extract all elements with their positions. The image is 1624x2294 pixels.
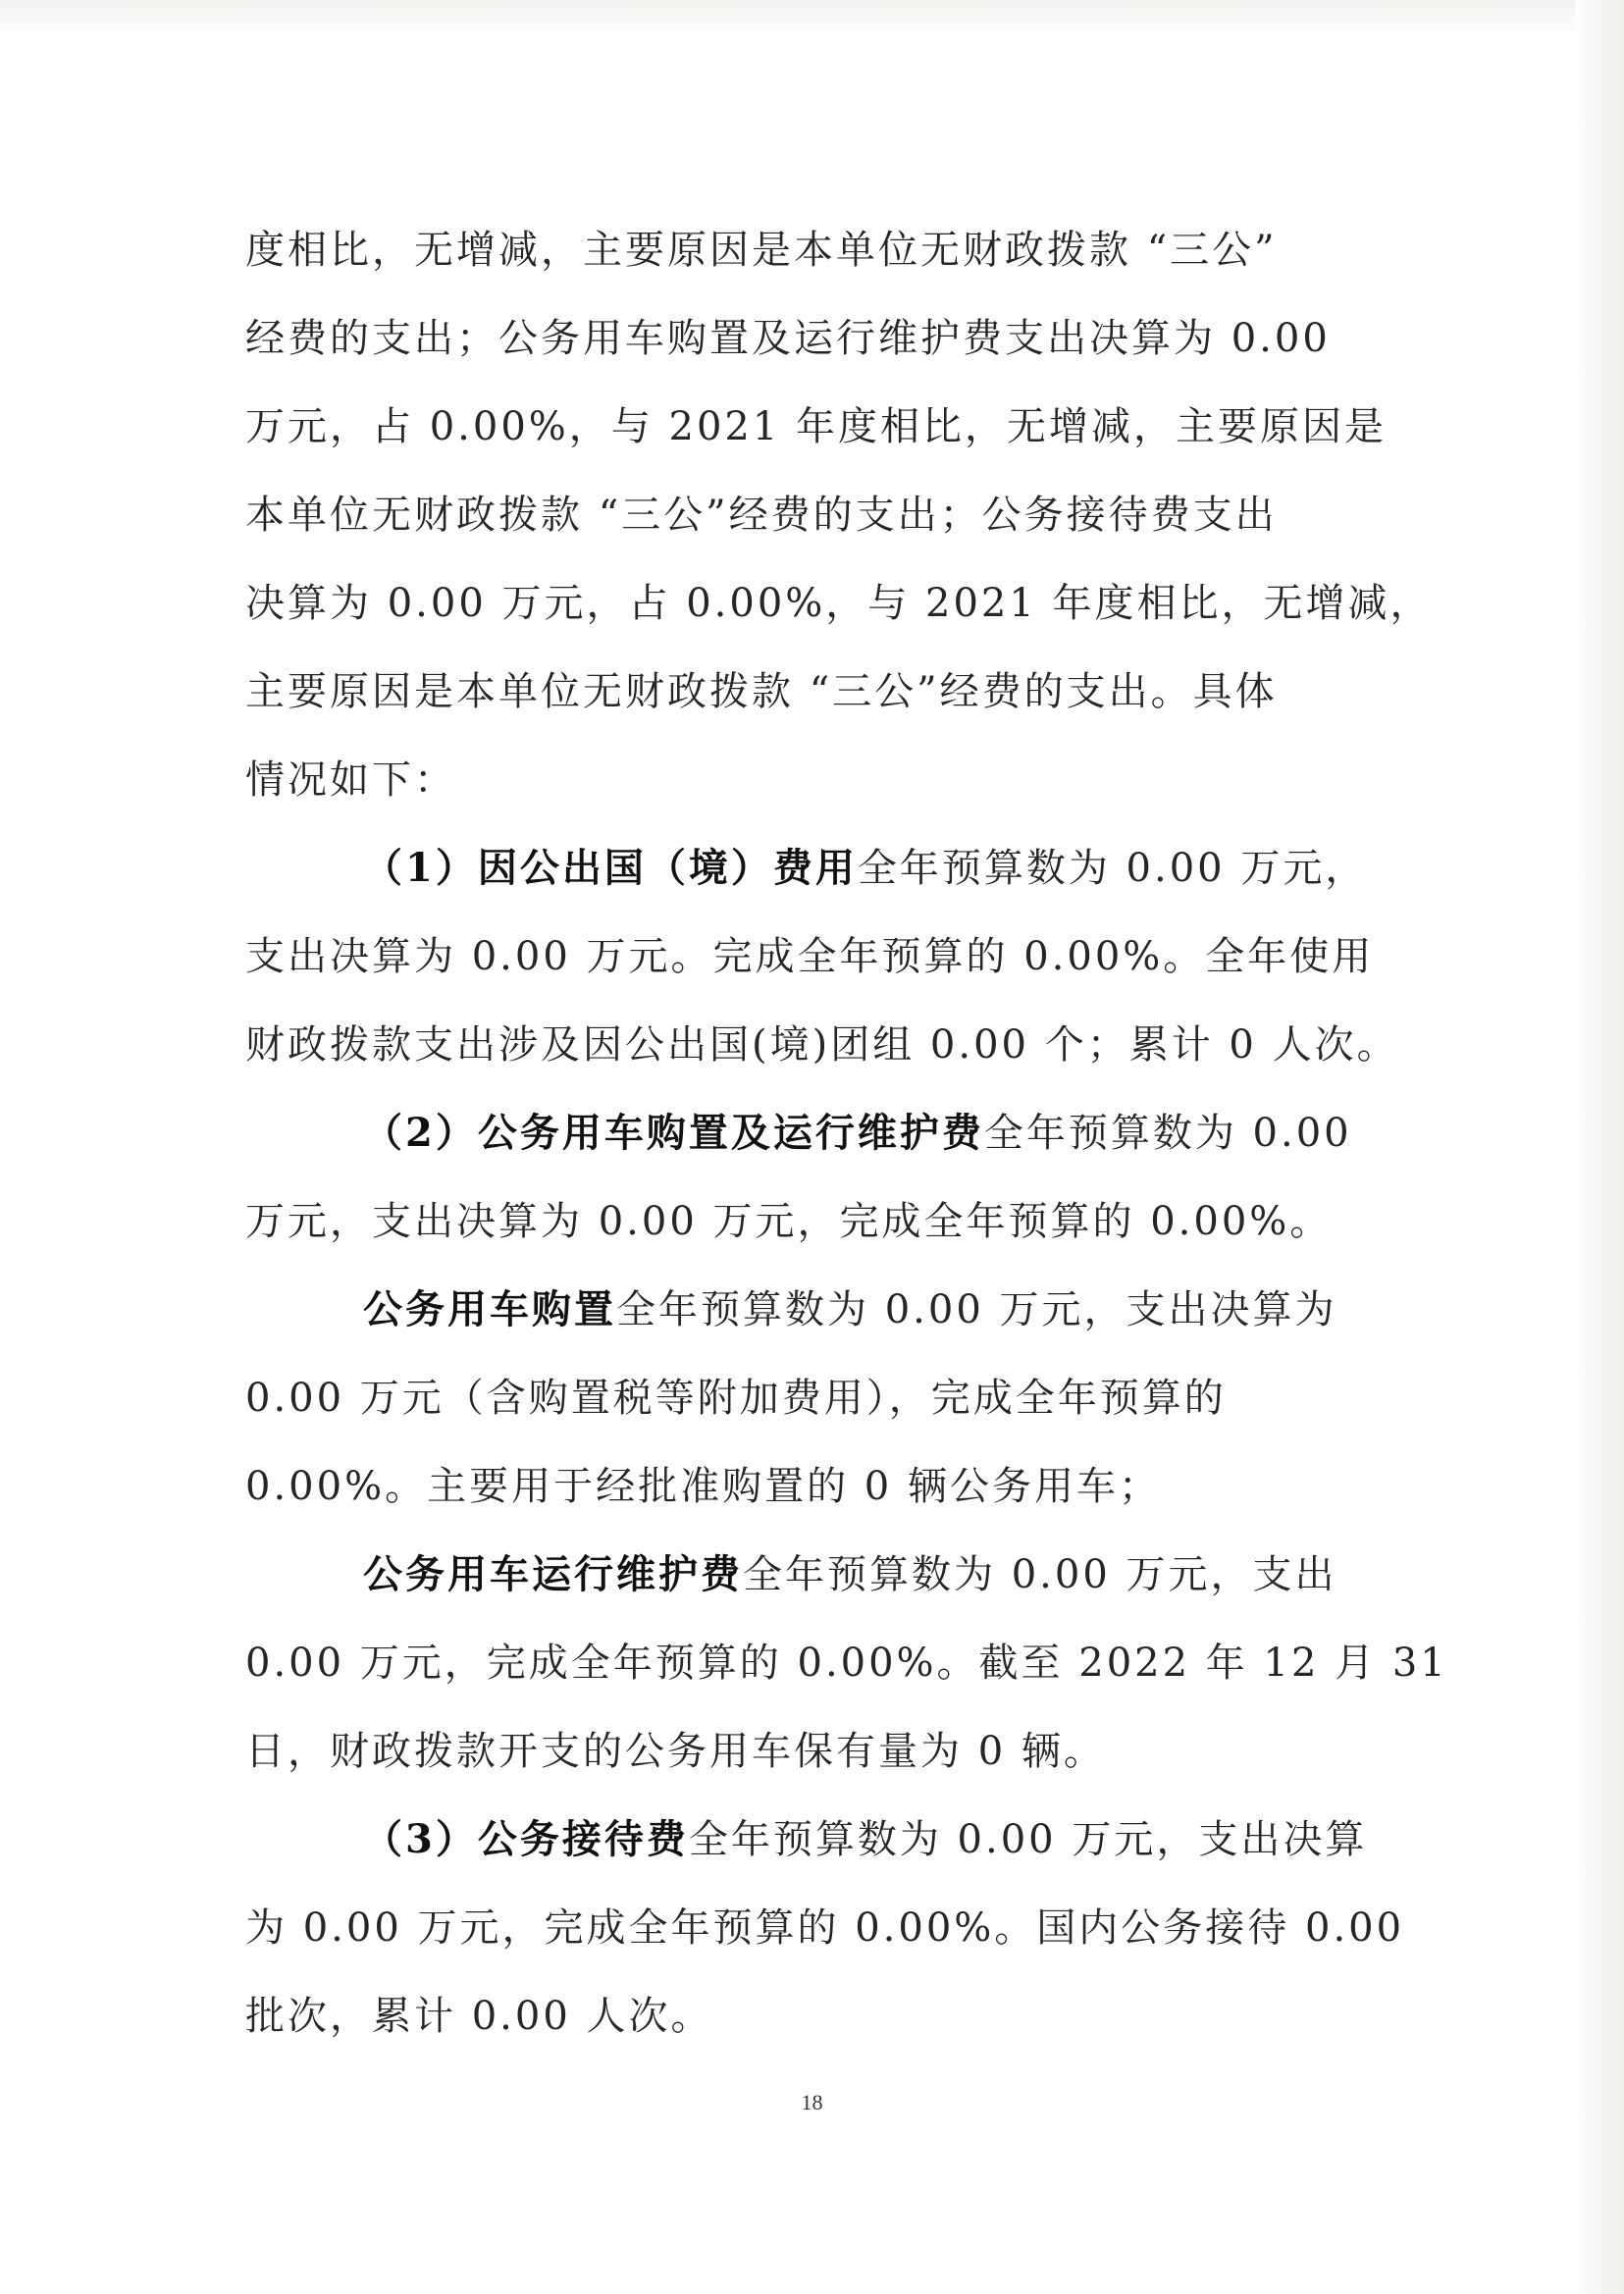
paragraph-line: 本单位无财政拨款 “三公”经费的支出；公务接待费支出 [245, 493, 1278, 538]
paragraph-line: 为 0.00 万元，完成全年预算的 0.00%。国内公务接待 0.00 [245, 1905, 1405, 1951]
section-2-text: 全年预算数为 0.00 [983, 1111, 1352, 1156]
maintenance-text: 全年预算数为 0.00 万元，支出 [743, 1552, 1337, 1597]
scan-shadow-top [0, 0, 1624, 39]
section-3-heading: （3）公务接待费 [363, 1816, 689, 1862]
paragraph-line: 0.00 万元，完成全年预算的 0.00%。截至 2022 年 12 月 31 [245, 1641, 1448, 1686]
purchase-text: 全年预算数为 0.00 万元，支出决算为 [616, 1287, 1337, 1332]
page-number: 18 [801, 2090, 823, 2114]
paragraph-line: 财政拨款支出涉及因公出国(境)团组 0.00 个；累计 0 人次。 [245, 1022, 1399, 1068]
paragraph-line: 万元，占 0.00%，与 2021 年度相比，无增减，主要原因是 [245, 404, 1388, 449]
maintenance-heading: 公务用车运行维护费 [363, 1551, 743, 1597]
purchase-heading: 公务用车购置 [363, 1286, 616, 1332]
paragraph-line: 批次，累计 0.00 人次。 [245, 1994, 713, 2039]
paragraph-line: 万元，支出决算为 0.00 万元，完成全年预算的 0.00%。 [245, 1199, 1333, 1244]
maintenance-first-line [245, 1531, 1403, 1619]
body-text [245, 206, 1448, 2060]
paragraph-line: 支出决算为 0.00 万元。完成全年预算的 0.00%。全年使用 [245, 934, 1375, 979]
section-1-text: 全年预算数为 0.00 万元， [857, 846, 1368, 891]
paragraph-line: 0.00%。主要用于经批准购置的 0 辆公务用车； [245, 1464, 1161, 1509]
section-1-heading: （1）因公出国（境）费用 [363, 845, 858, 891]
paragraph-line: 情况如下： [245, 757, 456, 803]
section-2-heading: （2）公务用车购置及运行维护费 [363, 1110, 984, 1156]
section-3-text: 全年预算数为 0.00 万元，支出决算 [688, 1817, 1368, 1862]
paragraph-line: 度相比，无增减，主要原因是本单位无财政拨款 “三公” [245, 228, 1278, 273]
paragraph-line: 经费的支出；公务用车购置及运行维护费支出决算为 0.00 [245, 316, 1331, 361]
scan-shadow-right [1575, 0, 1624, 2294]
section-2-first-line [245, 1089, 1403, 1177]
section-1-first-line [245, 824, 1403, 912]
paragraph-line: 决算为 0.00 万元，占 0.00%，与 2021 年度相比，无增减， [245, 581, 1433, 626]
paragraph-line: 主要原因是本单位无财政拨款 “三公”经费的支出。具体 [245, 669, 1278, 714]
paragraph-line: 日，财政拨款开支的公务用车保有量为 0 辆。 [245, 1729, 1106, 1774]
section-3-first-line [245, 1796, 1403, 1884]
purchase-first-line [245, 1266, 1403, 1354]
paragraph-line: 0.00 万元（含购置税等附加费用），完成全年预算的 [245, 1376, 1227, 1421]
